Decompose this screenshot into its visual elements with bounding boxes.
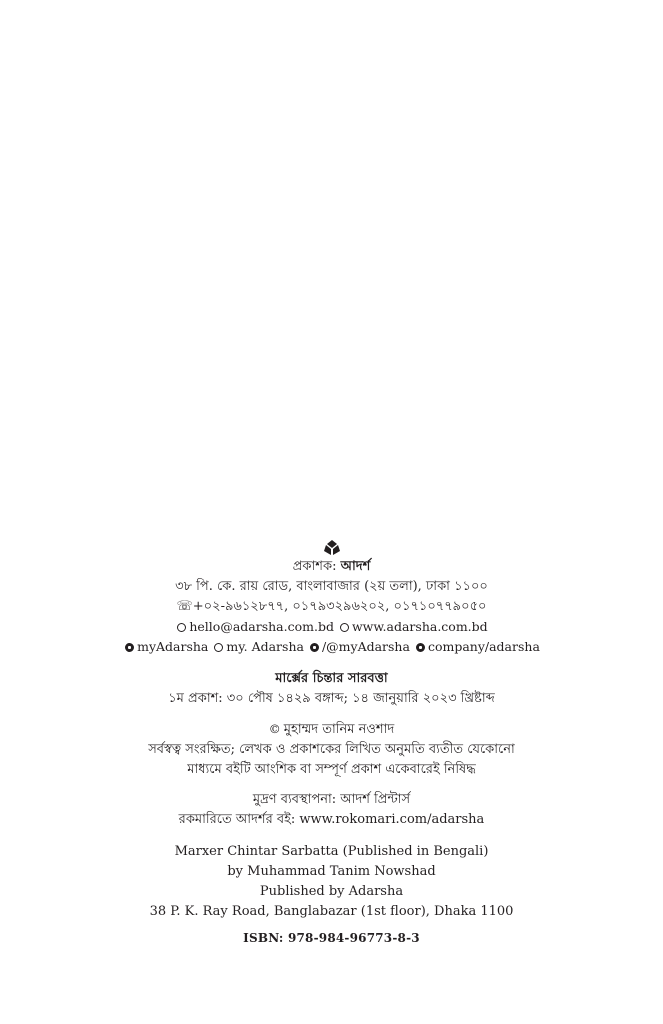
facebook-text[interactable]: myAdarsha [137,639,209,654]
english-author: by Muhammad Tanim Nowshad [227,864,436,879]
rights-line-1: সর্বস্বত্ব সংরক্ষিত; লেখক ও প্রকাশকের লিখিত অনুমতি ব্যতীত যেকোনো [148,742,515,757]
english-publisher: Published by Adarsha [259,884,404,899]
contact-line [0,617,663,637]
publisher-name: আদর্শ [340,559,371,574]
linkedin-text[interactable]: company/adarsha [427,639,540,654]
copyright-symbol: © [268,722,281,736]
linkedin-icon [416,643,425,652]
instagram-icon [214,643,223,652]
youtube-icon [310,643,319,652]
publisher-address: ৩৮ পি. কে. রায় রোড, বাংলাবাজার (২য় তলা), ঢাকা ১১০০ [175,579,488,594]
printing-management: মুদ্রণ ব্যবস্থাপনা: আদর্শ প্রিন্টার্স [252,792,411,807]
publisher-phones: ☏+০২-৯৬১২৮৭৭, ০১৭৯৩২৯৬২০২, ০১৭১০৭৭৯০৫০ [176,599,487,614]
edition-line: ১ম প্রকাশ: ৩০ পৌষ ১৪২৯ বঙ্গাব্দ; ১৪ জানুয়ারি ২০২৩ খ্রিষ্টাব্দ [168,691,495,706]
social-line [0,637,663,657]
instagram-text[interactable]: my. Adarsha [226,639,304,654]
copyright-line [0,719,663,740]
publisher-label: প্রকাশক: [292,559,341,574]
english-address: 38 P. K. Ray Road, Banglabazar (1st floor), Dhaka 1100 [149,904,514,919]
email-text[interactable]: hello@adarsha.com.bd [189,619,334,634]
youtube-text[interactable]: /@myAdarsha [321,639,410,654]
copyright-holder: মুহাম্মদ তানিম নওশাদ [283,722,395,737]
isbn: ISBN: 978-984-96773-8-3 [243,931,420,945]
email-icon [177,623,186,632]
english-title: Marxer Chintar Sarbatta (Published in Bengali) [174,844,489,859]
imprint-block [0,540,663,948]
rights-line-2: মাধ্যমে বইটি আংশিক বা সম্পূর্ণ প্রকাশ একেবারেই নিষিদ্ধ [187,762,476,777]
website-text[interactable]: www.adarsha.com.bd [351,619,488,634]
publisher-line [0,557,663,577]
adarsha-logo [323,540,341,555]
facebook-icon [125,643,134,652]
rokomari-line: রকমারিতে আদর্শর বই: www.rokomari.com/adarsha [178,812,485,827]
book-title: মার্ক্সের চিন্তার সারবত্তা [275,671,388,686]
globe-icon [340,623,349,632]
